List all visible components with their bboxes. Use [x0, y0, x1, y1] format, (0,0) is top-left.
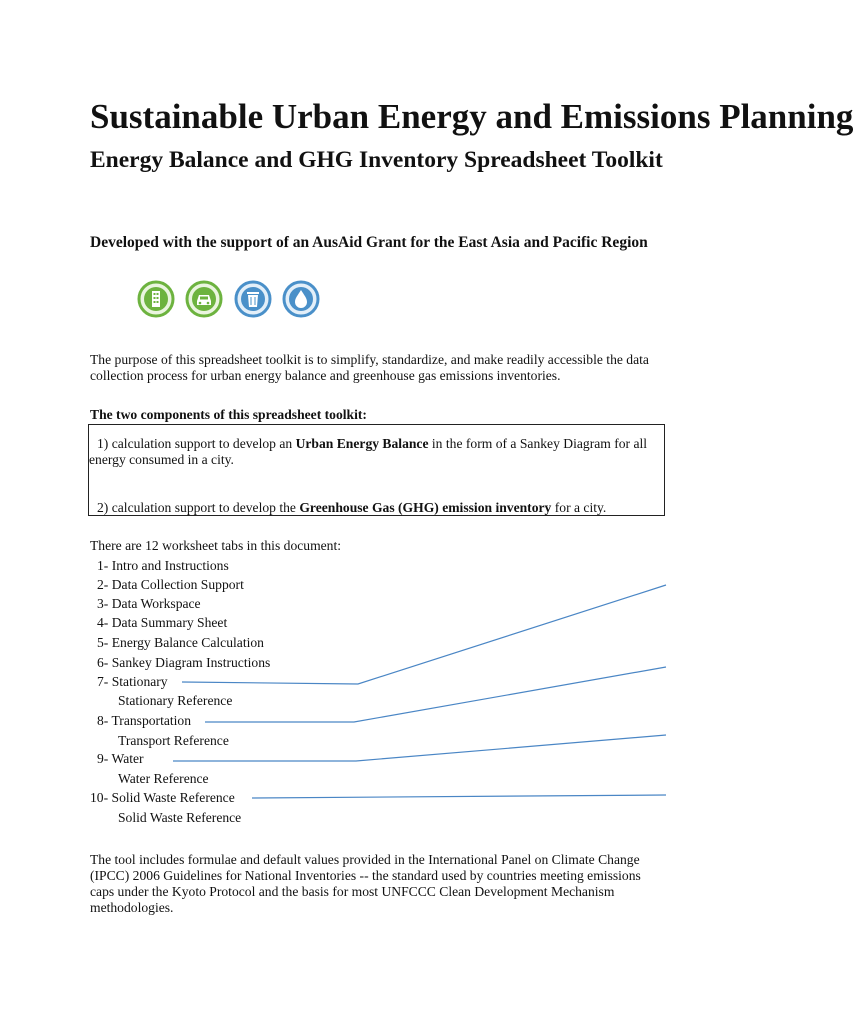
- tabs-intro: There are 12 worksheet tabs in this document:: [90, 538, 342, 553]
- tab-item: 10- Solid Waste Reference: [90, 790, 235, 805]
- tab-item: 7- Stationary: [97, 674, 168, 689]
- connector-line: [182, 585, 666, 684]
- page-subtitle: Energy Balance and GHG Inventory Spreadsheet Toolkit: [90, 147, 663, 173]
- tab-subitem: Transport Reference: [118, 733, 229, 748]
- tab-item: 3- Data Workspace: [97, 596, 201, 611]
- tab-subitem: Solid Waste Reference: [118, 810, 242, 825]
- purpose-paragraph: The purpose of this spreadsheet toolkit is to simplify, standardize, and make readily accessible the data collection process for urban energy balance and greenhouse gas emissions inventories.: [90, 352, 649, 383]
- page-title: Sustainable Urban Energy and Emissions Planning: [90, 97, 853, 136]
- tab-item: 4- Data Summary Sheet: [97, 615, 228, 630]
- tab-subitem: Stationary Reference: [118, 693, 233, 708]
- component-1: 1) calculation support to develop an Urban Energy Balance in the form of a Sankey Diagram for all energy consumed in a city.: [89, 436, 648, 467]
- tab-item: 1- Intro and Instructions: [97, 558, 229, 573]
- tab-item: 6- Sankey Diagram Instructions: [97, 655, 271, 670]
- closing-paragraph: The tool includes formulae and default values provided in the International Panel on Climate Change (IPCC) 2006 Guidelines for National Inventories -- the standard used by countries meeting emissions caps under the Kyoto Protocol and the basis for most UNFCCC Clean Development Mechanism methodologies.: [90, 852, 641, 915]
- component-2: 2) calculation support to develop the Greenhouse Gas (GHG) emission inventory for a city.: [97, 500, 607, 515]
- connector-line: [252, 795, 666, 798]
- tab-subitem: Water Reference: [118, 771, 209, 786]
- components-heading: The two components of this spreadsheet toolkit:: [90, 407, 367, 422]
- tab-item: 2- Data Collection Support: [97, 577, 244, 592]
- tab-item: 8- Transportation: [97, 713, 192, 728]
- connector-line: [205, 667, 666, 722]
- tab-item: 5- Energy Balance Calculation: [97, 635, 264, 650]
- tab-item: 9- Water: [97, 751, 144, 766]
- connector-line: [173, 735, 666, 761]
- support-line: Developed with the support of an AusAid Grant for the East Asia and Pacific Region: [90, 234, 648, 251]
